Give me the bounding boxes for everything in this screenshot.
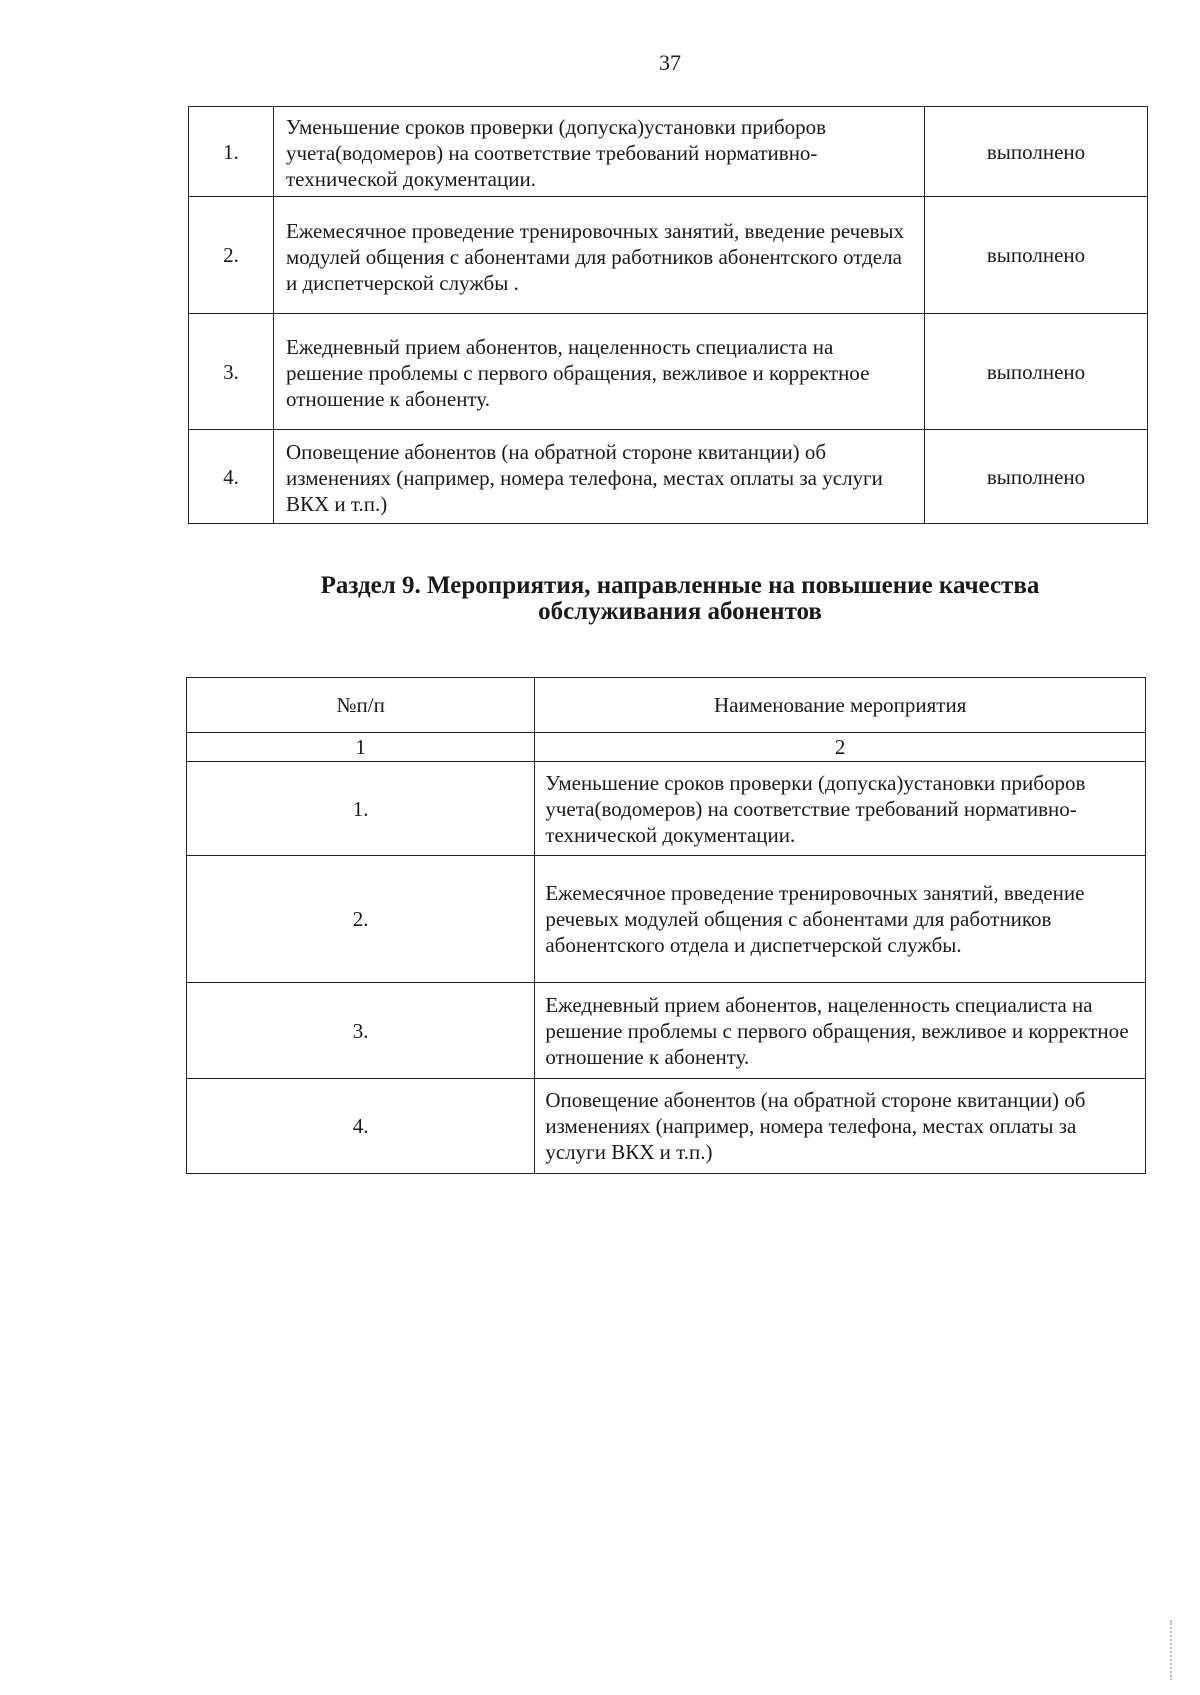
- measure-text: Уменьшение сроков проверки (допуска)установки приборов учета(водомеров) на соответствие требований нормативно-технической документации.: [535, 762, 1146, 856]
- section-title-line1: Раздел 9. Мероприятия, направленные на повышение качества: [320, 572, 1040, 599]
- measure-text: Ежедневный прием абонентов, нацеленность специалиста на решение проблемы с первого обращения, вежливое и корректное отношение к абоненту.: [535, 983, 1146, 1079]
- table-row: [187, 983, 1146, 1079]
- header-name: Наименование мероприятия: [535, 678, 1146, 733]
- table-row: [189, 314, 1148, 430]
- table-row: [187, 762, 1146, 856]
- status-cell: выполнено: [925, 314, 1148, 430]
- row-number: 4.: [189, 430, 274, 524]
- row-number: 3.: [189, 314, 274, 430]
- scan-edge-mark: [1170, 1620, 1174, 1680]
- measure-text: Оповещение абонентов (на обратной стороне квитанции) об изменениях (например, номера телефона, местах оплаты за услуги ВКХ и т.п.): [274, 430, 925, 524]
- measure-text: Уменьшение сроков проверки (допуска)установки приборов учета(водомеров) на соответствие требований нормативно-технической документации.: [274, 107, 925, 197]
- column-numbers-row: [187, 733, 1146, 762]
- row-number: 1.: [189, 107, 274, 197]
- status-table: [188, 106, 1148, 524]
- column-number: 2: [535, 733, 1146, 762]
- table-row: [189, 430, 1148, 524]
- status-cell: выполнено: [925, 107, 1148, 197]
- table-row: [189, 197, 1148, 314]
- measure-text: Ежемесячное проведение тренировочных занятий, введение речевых модулей общения с абонентами для работников абонентского отдела и диспетчерской службы.: [535, 856, 1146, 983]
- header-num: №п/п: [187, 678, 535, 733]
- page-number: 37: [659, 50, 681, 75]
- table-header-row: [187, 678, 1146, 733]
- status-cell: выполнено: [925, 197, 1148, 314]
- row-number: 2.: [189, 197, 274, 314]
- row-number: 2.: [187, 856, 535, 983]
- measure-text: Ежемесячное проведение тренировочных занятий, введение речевых модулей общения с абонентами для работников абонентского отдела и диспетчерской службы .: [274, 197, 925, 314]
- section-title-line2: обслуживания абонентов: [538, 598, 822, 625]
- row-number: 3.: [187, 983, 535, 1079]
- measure-text: Ежедневный прием абонентов, нацеленность специалиста на решение проблемы с первого обращения, вежливое и корректное отношение к абоненту.: [274, 314, 925, 430]
- table-row: [187, 1079, 1146, 1174]
- section-title: [190, 573, 1170, 625]
- measures-table: [186, 677, 1146, 1174]
- status-cell: выполнено: [925, 430, 1148, 524]
- table-row: [189, 107, 1148, 197]
- column-number: 1: [187, 733, 535, 762]
- table-row: [187, 856, 1146, 983]
- row-number: 1.: [187, 762, 535, 856]
- row-number: 4.: [187, 1079, 535, 1174]
- measure-text: Оповещение абонентов (на обратной стороне квитанции) об изменениях (например, номера телефона, местах оплаты за услуги ВКХ и т.п.): [535, 1079, 1146, 1174]
